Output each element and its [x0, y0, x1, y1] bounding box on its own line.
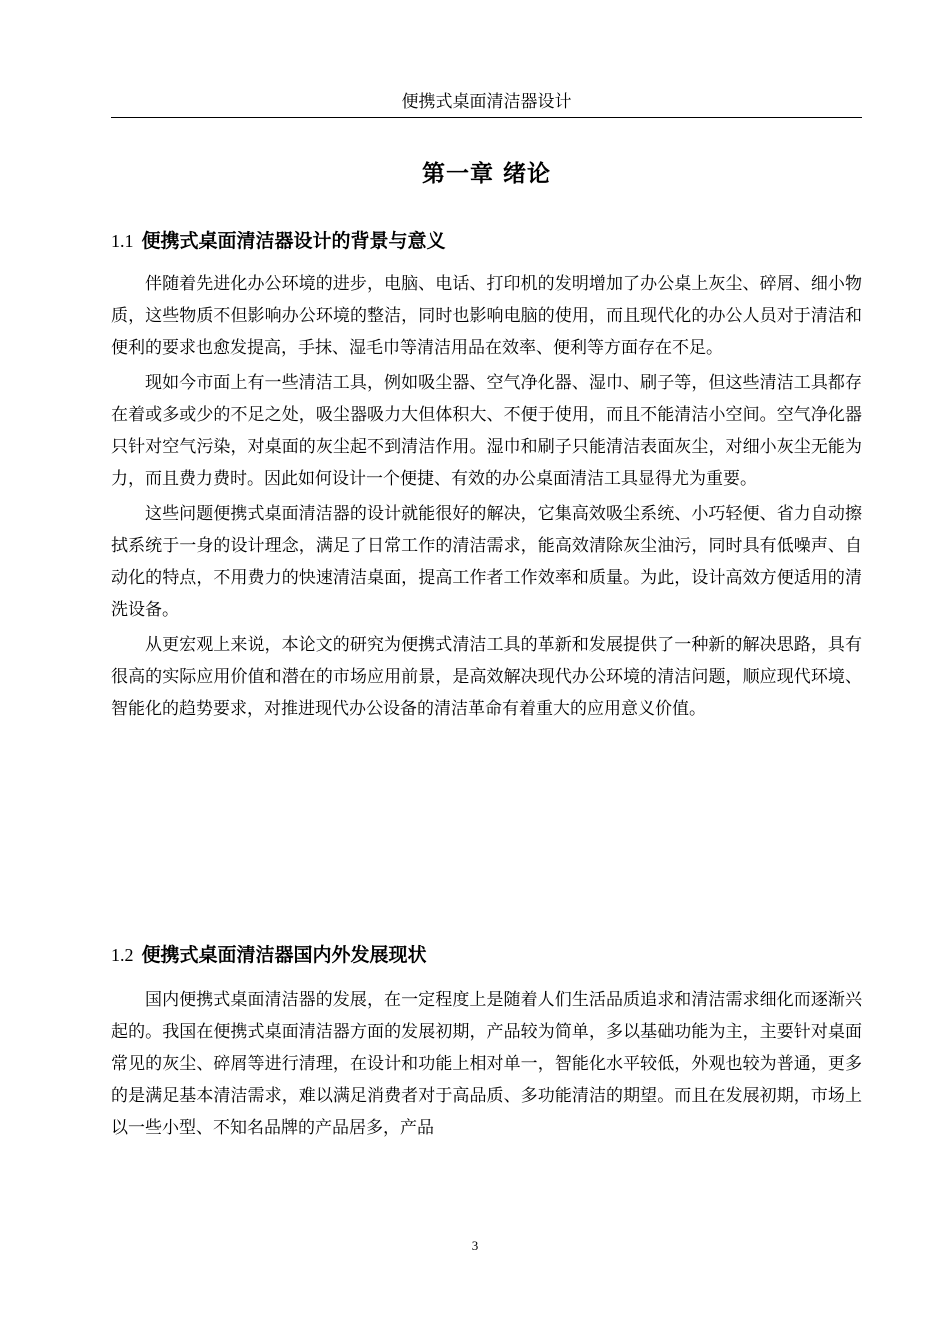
paragraph: 现如今市面上有一些清洁工具，例如吸尘器、空气净化器、湿巾、刷子等，但这些清洁工具都存在着或多或少的不足之处，吸尘器吸力大但体积大、不便于使用，而且不能清洁小空间。空气净化器只针对空气污染，对桌面的灰尘起不到清洁作用。湿巾和刷子只能清洁表面灰尘，对细小灰尘无能为力，而且费力费时。因此如何设计一个便捷、有效的办公桌面清洁工具显得尤为重要。: [111, 373, 862, 489]
running-header: 便携式桌面清洁器设计: [401, 92, 572, 112]
section-number: 1.2: [111, 945, 134, 965]
section-heading-1-2: [111, 941, 862, 969]
section-number: 1.1: [111, 231, 134, 251]
paragraph: 国内便携式桌面清洁器的发展，在一定程度上是随着人们生活品质追求和清洁需求细化而逐渐兴起的。我国在便携式桌面清洁器方面的发展初期，产品较为简单，多以基础功能为主，主要针对桌面常见的灰尘、碎屑等进行清理，在设计和功能上相对单一，智能化水平较低，外观也较为普通，更多的是满足基本清洁需求，难以满足消费者对于高品质、多功能清洁的期望。而且在发展初期，市场上以一些小型、不知名品牌的产品居多，产品: [111, 990, 862, 1138]
section-1-2-body: [111, 984, 862, 1147]
paragraph: 这些问题便携式桌面清洁器的设计就能很好的解决，它集高效吸尘系统、小巧轻便、省力自动擦拭系统于一身的设计理念，满足了日常工作的清洁需求，能高效清除灰尘油污，同时具有低噪声、自动化的特点，不用费力的快速清洁桌面，提高工作者工作效率和质量。为此，设计高效方便适用的清洗设备。: [111, 504, 862, 620]
section-title: 便携式桌面清洁器设计的背景与意义: [141, 230, 446, 252]
section-title: 便携式桌面清洁器国内外发展现状: [141, 944, 427, 966]
section-heading-1-1: [111, 227, 862, 255]
page-number: 3: [471, 1238, 479, 1253]
chapter-title: 第一章 绪论: [421, 161, 551, 187]
section-1-1-body: [111, 268, 862, 728]
header-divider: [111, 117, 862, 118]
paragraph: 从更宏观上来说，本论文的研究为便携式清洁工具的革新和发展提供了一种新的解决思路，具有很高的实际应用价值和潜在的市场应用前景，是高效解决现代办公环境的清洁问题，顺应现代环境、智能化的趋势要求，对推进现代办公设备的清洁革命有着重大的应用意义价值。: [111, 635, 862, 719]
paragraph: 伴随着先进化办公环境的进步，电脑、电话、打印机的发明增加了办公桌上灰尘、碎屑、细小物质，这些物质不但影响办公环境的整洁，同时也影响电脑的使用，而且现代化的办公人员对于清洁和便利的要求也愈发提高，手抹、湿毛巾等清洁用品在效率、便利等方面存在不足。: [111, 274, 862, 358]
